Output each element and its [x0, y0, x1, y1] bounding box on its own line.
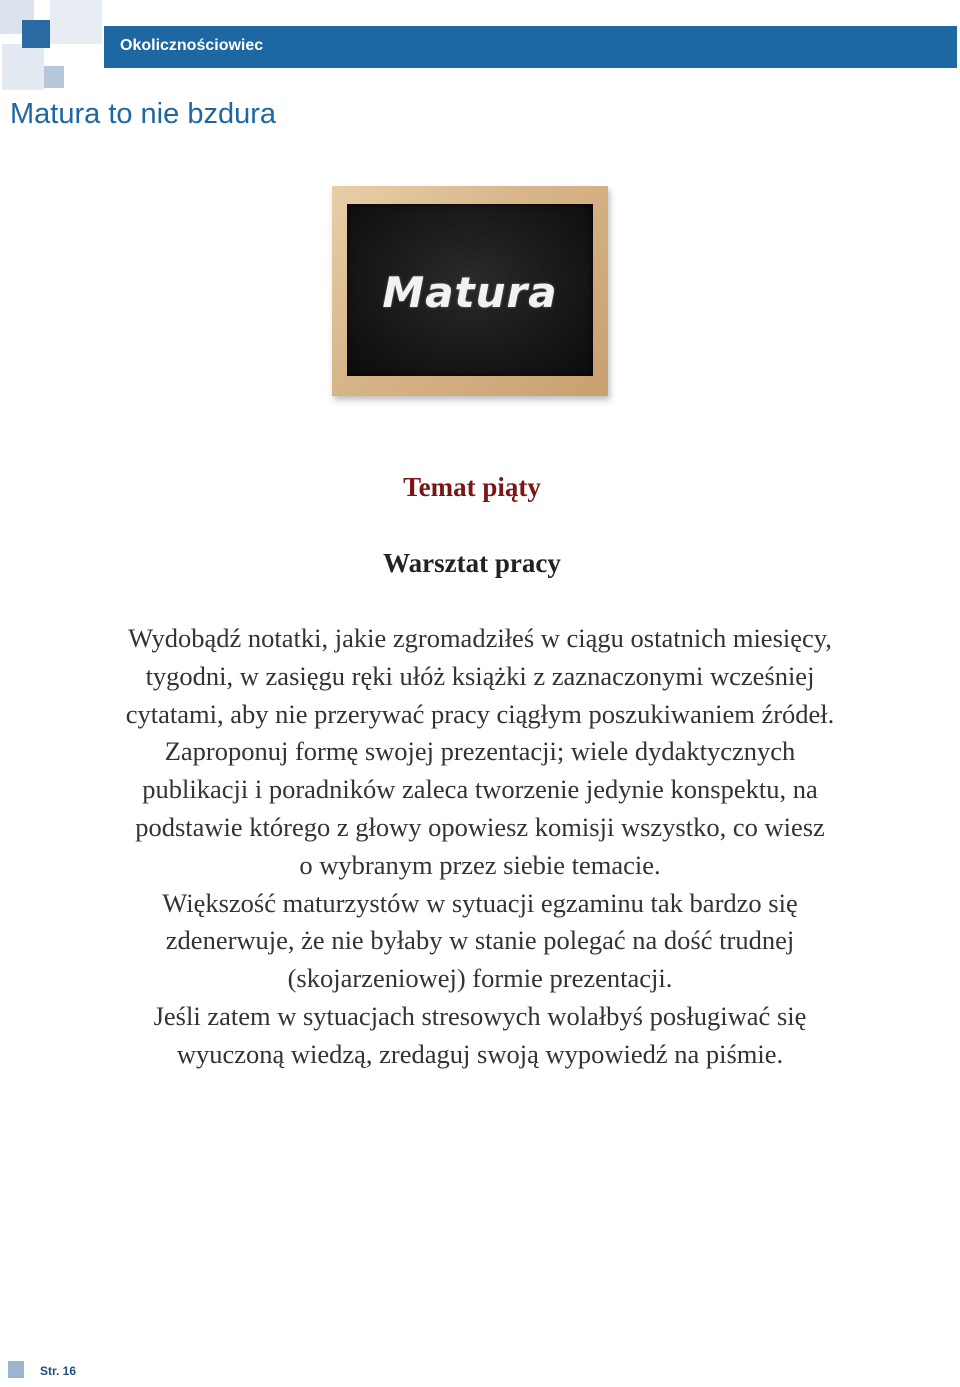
- chalkboard-surface: [347, 204, 593, 376]
- chalkboard-image: [332, 186, 608, 396]
- body-line: zdenerwuje, że nie byłaby w stanie polegać na dość trudnej: [165, 925, 795, 956]
- body-line: Wydobądź notatki, jakie zgromadziłeś w ciągu ostatnich miesięcy,: [128, 623, 832, 653]
- header-decor-square: [2, 44, 44, 90]
- chalkboard-text: Matura: [382, 268, 558, 317]
- section-heading: Warsztat pracy: [383, 548, 561, 578]
- topic-heading: Temat piąty: [403, 472, 541, 502]
- header-decor-square: [44, 66, 64, 88]
- publication-title: Okolicznościowiec: [120, 37, 264, 54]
- body-line: cytatami, aby nie przerywać pracy ciągłym poszukiwaniem źródeł.: [125, 698, 835, 729]
- header-decor-square: [22, 20, 50, 48]
- body-line: Zaproponuj formę swojej prezentacji; wiele dydaktycznych: [164, 736, 796, 767]
- body-line: wyuczoną wiedzą, zredaguj swoją wypowiedź na piśmie.: [176, 1038, 784, 1069]
- header-bar: [104, 26, 957, 68]
- footer-decor-square: [8, 1361, 24, 1378]
- body-line: Jeśli zatem w sytuacjach stresowych wolałbyś posługiwać się: [153, 1000, 807, 1031]
- header-decor-square: [50, 0, 102, 44]
- page-number: Str. 16: [40, 1364, 77, 1378]
- page-title: Matura to nie bzdura: [10, 98, 276, 130]
- body-line: Większość maturzystów w sytuacji egzaminu tak bardzo się: [162, 887, 798, 918]
- body-line: publikacji i poradników zaleca tworzenie jedynie konspektu, na: [142, 774, 818, 805]
- body-line: o wybranym przez siebie temacie.: [299, 849, 661, 880]
- body-line: podstawie którego z głowy opowiesz komisji wszystko, co wiesz: [135, 811, 825, 842]
- body-line: (skojarzeniowej) formie prezentacji.: [287, 963, 673, 994]
- body-line: tygodni, w zasięgu ręki ułóż książki z zaznaczonymi wcześniej: [145, 660, 815, 691]
- article-body: [20, 620, 940, 1074]
